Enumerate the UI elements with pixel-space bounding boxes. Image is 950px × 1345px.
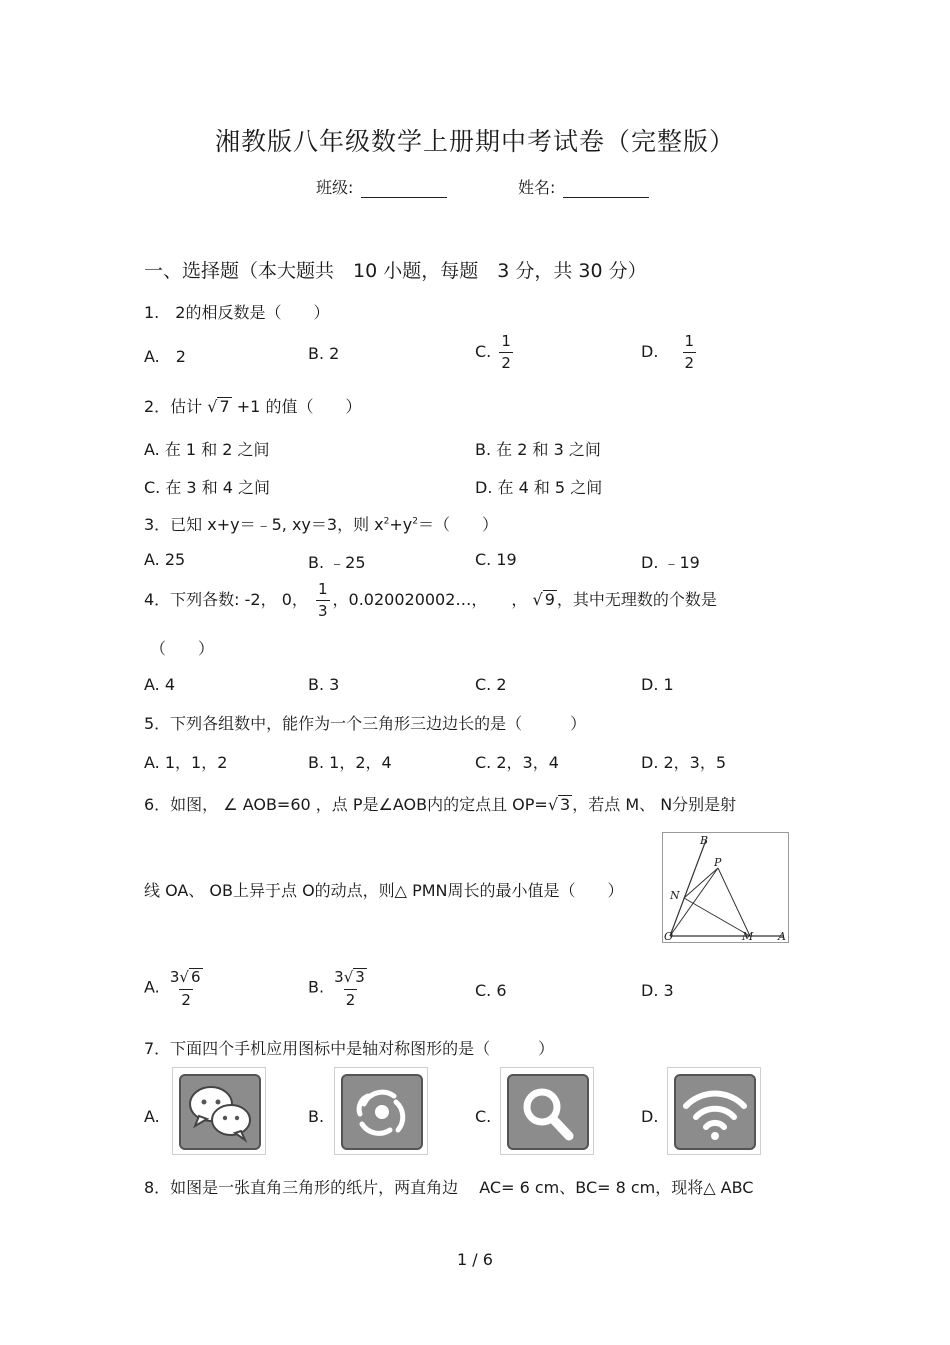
search-icon <box>507 1074 589 1150</box>
class-field <box>316 175 447 198</box>
q4-paren: （ ） <box>150 639 215 658</box>
wifi-icon <box>674 1074 756 1150</box>
q4-option-c: C. 2 <box>475 675 507 694</box>
q7-option-c: C. <box>475 1107 492 1126</box>
section-heading: 一、选择题（本大题共 10 小题，每题 3 分，共 30 分） <box>144 260 647 282</box>
label-p: P <box>714 856 722 869</box>
q4-option-b: B. 3 <box>308 675 340 694</box>
q2-option-d: D. 在 4 和 5 之间 <box>475 478 603 497</box>
question-8: 8．如图是一张直角三角形的纸片，两直角边 AC= 6 cm、BC= 8 cm，现将△ ABC <box>144 1178 754 1197</box>
q7-option-b: B. <box>308 1107 325 1126</box>
q7-icon-d-frame <box>667 1067 761 1155</box>
q6-option-c: C. 6 <box>475 981 507 1000</box>
q5-option-d: D. 2，3，5 <box>641 753 727 772</box>
q1-option-b: B. 2 <box>308 344 340 363</box>
angle-figure <box>662 832 790 944</box>
question-4: 4．下列各数: -2， 0， $\frac{1}{3}$ ，0.020020002…， ， √ 9 ，其中无理数的个数是 <box>144 580 717 620</box>
q6-option-d: D. 3 <box>641 981 674 1000</box>
q2-option-b: B. 在 2 和 3 之间 <box>475 440 601 459</box>
swirl-icon <box>341 1074 423 1150</box>
q2-option-a: A. 在 1 和 2 之间 <box>144 440 270 459</box>
question-6-line2: 线 OA、 OB上异于点 O的动点，则△ PMN周长的最小值是（ ） <box>144 881 624 900</box>
q5-option-a: A. 1，1，2 <box>144 753 228 772</box>
class-label: 班级: <box>316 178 354 197</box>
q5-option-b: B. 1，2，4 <box>308 753 392 772</box>
page-title: 湘教版八年级数学上册期中考试卷（完整版） <box>214 127 735 156</box>
page-number: 1 / 6 <box>457 1250 493 1269</box>
q3-option-b: B. ﹣25 <box>308 553 366 572</box>
q7-option-d: D. <box>641 1107 659 1126</box>
q6-option-b: B. $\frac{3√ 3}{2}$ <box>308 968 365 1010</box>
question-5: 5．下列各组数中，能作为一个三角形三边边长的是（ ） <box>144 714 587 733</box>
q1-option-c: C. $\frac{1}{2}$ <box>475 332 511 372</box>
question-6: 6．如图， ∠ AOB=60 ，点 P是∠AOB内的定点且 OP=√ 3 ，若点 M、 N分别是射 <box>144 795 737 814</box>
label-a: A <box>778 930 786 943</box>
q3-option-c: C. 19 <box>475 550 517 569</box>
q7-icon-c-frame <box>500 1067 594 1155</box>
class-blank <box>361 179 447 198</box>
q5-option-c: C. 2，3，4 <box>475 753 559 772</box>
question-3: 3．已知 x+y＝﹣5, xy＝3，则 $x^2+y^2=$（ ） <box>144 515 498 534</box>
name-blank <box>563 179 649 198</box>
name-label: 姓名: <box>518 178 556 197</box>
q4-option-d: D. 1 <box>641 675 674 694</box>
q7-option-a: A. <box>144 1107 160 1126</box>
label-m: M <box>742 930 754 943</box>
q7-icon-a-frame <box>172 1067 266 1155</box>
q2-option-c: C. 在 3 和 4 之间 <box>144 478 271 497</box>
q1-option-d: D. $\frac{1}{2}$ <box>641 332 695 372</box>
label-b: B <box>700 834 709 847</box>
question-2: 2．估计 √ 7 +1 的值（ ） <box>144 397 362 416</box>
name-field <box>518 175 649 198</box>
question-1: 1. 2的相反数是（ ） <box>144 303 330 322</box>
q4-option-a: A. 4 <box>144 675 176 694</box>
question-7: 7．下面四个手机应用图标中是轴对称图形的是（ ） <box>144 1039 555 1058</box>
label-o: O <box>664 930 674 943</box>
chat-icon <box>179 1074 261 1150</box>
figure-frame <box>663 833 789 943</box>
q6-option-a: A. $\frac{3√ 6}{2}$ <box>144 968 201 1010</box>
label-n: N <box>670 889 680 902</box>
q1-option-a: A. 2 <box>144 347 186 366</box>
q7-icon-b-frame <box>334 1067 428 1155</box>
q3-option-a: A. 25 <box>144 550 186 569</box>
q3-option-d: D. ﹣19 <box>641 553 700 572</box>
